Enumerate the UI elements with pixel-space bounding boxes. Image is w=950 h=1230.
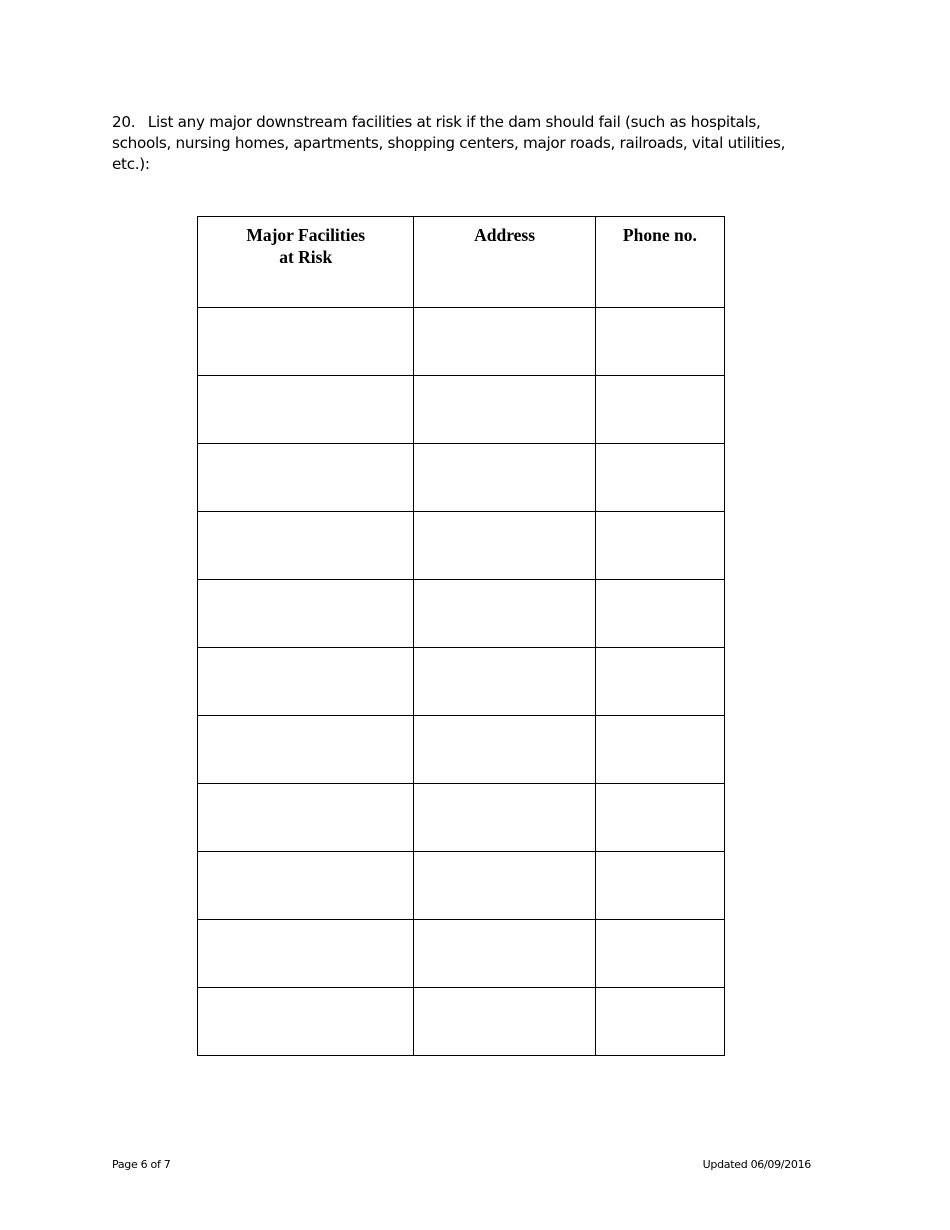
phone-cell[interactable]	[595, 920, 724, 988]
table-row	[198, 784, 725, 852]
table-row	[198, 852, 725, 920]
phone-cell[interactable]	[595, 988, 724, 1056]
phone-cell[interactable]	[595, 376, 724, 444]
phone-cell[interactable]	[595, 512, 724, 580]
header-address: Address	[414, 217, 595, 308]
address-cell[interactable]	[414, 580, 595, 648]
facility-cell[interactable]	[198, 512, 414, 580]
facility-cell[interactable]	[198, 444, 414, 512]
address-cell[interactable]	[414, 716, 595, 784]
table-row	[198, 580, 725, 648]
phone-cell[interactable]	[595, 580, 724, 648]
facility-cell[interactable]	[198, 988, 414, 1056]
table-row	[198, 988, 725, 1056]
address-cell[interactable]	[414, 308, 595, 376]
phone-cell[interactable]	[595, 648, 724, 716]
header-major-facilities	[198, 217, 414, 308]
address-cell[interactable]	[414, 852, 595, 920]
phone-cell[interactable]	[595, 716, 724, 784]
facility-cell[interactable]	[198, 784, 414, 852]
facility-cell[interactable]	[198, 716, 414, 784]
table-row	[198, 920, 725, 988]
facility-cell[interactable]	[198, 852, 414, 920]
address-cell[interactable]	[414, 376, 595, 444]
question-text: List any major downstream facilities at risk if the dam should fail (such as hospitals, schools, nursing homes, apartments, shopping centers, major roads, railroads, vital utilities, etc.):	[112, 113, 786, 173]
address-cell[interactable]	[414, 512, 595, 580]
question-number: 20.	[112, 113, 136, 131]
page-number: Page 6 of 7	[112, 1158, 171, 1171]
address-cell[interactable]	[414, 444, 595, 512]
header-facilities-line2: at Risk	[279, 247, 333, 267]
phone-cell[interactable]	[595, 852, 724, 920]
address-cell[interactable]	[414, 988, 595, 1056]
facility-cell[interactable]	[198, 308, 414, 376]
facility-cell[interactable]	[198, 580, 414, 648]
table-row	[198, 716, 725, 784]
table-row	[198, 308, 725, 376]
table-body	[198, 308, 725, 1056]
header-phone: Phone no.	[595, 217, 724, 308]
table-row	[198, 376, 725, 444]
phone-cell[interactable]	[595, 784, 724, 852]
address-cell[interactable]	[414, 920, 595, 988]
facilities-table	[197, 216, 725, 1056]
facility-cell[interactable]	[198, 648, 414, 716]
question-20	[112, 112, 812, 175]
table-header-row	[198, 217, 725, 308]
facility-cell[interactable]	[198, 376, 414, 444]
table-row	[198, 648, 725, 716]
address-cell[interactable]	[414, 784, 595, 852]
table-row	[198, 444, 725, 512]
updated-date: Updated 06/09/2016	[702, 1158, 811, 1171]
header-facilities-line1: Major Facilities	[246, 225, 366, 245]
phone-cell[interactable]	[595, 444, 724, 512]
phone-cell[interactable]	[595, 308, 724, 376]
table-row	[198, 512, 725, 580]
facility-cell[interactable]	[198, 920, 414, 988]
address-cell[interactable]	[414, 648, 595, 716]
